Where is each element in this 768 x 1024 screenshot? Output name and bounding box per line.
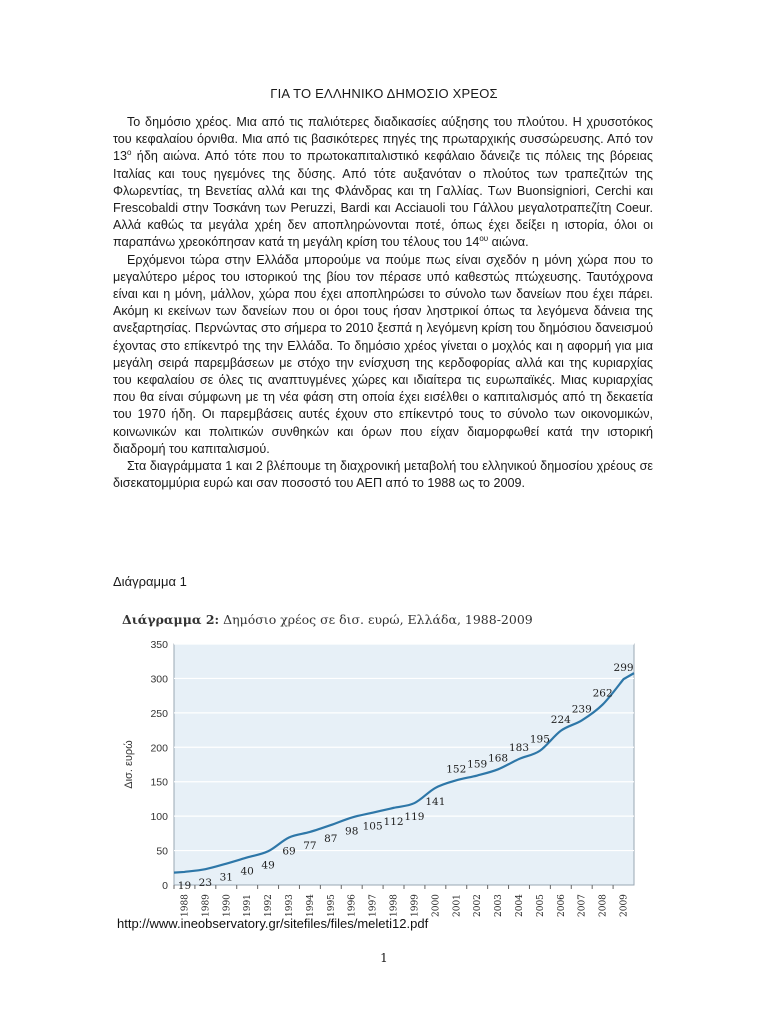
body-text <box>113 114 653 492</box>
y-axis-label: Δισ. ευρώ <box>123 740 135 789</box>
data-label: 112 <box>383 815 404 828</box>
x-tick-label: 1999 <box>410 894 421 917</box>
x-tick-label: 2009 <box>619 894 630 917</box>
chart-title-text: Δημόσιο χρέος σε δισ. ευρώ, Ελλάδα, 1988-2009 <box>219 612 533 627</box>
data-label: 152 <box>446 763 467 776</box>
data-label: 98 <box>345 825 359 838</box>
data-label: 49 <box>261 859 275 872</box>
x-tick-label: 2007 <box>577 894 588 917</box>
data-label: 239 <box>571 703 592 716</box>
data-label: 119 <box>404 811 425 824</box>
x-tick-label: 1990 <box>222 894 233 917</box>
plot-area <box>174 644 634 885</box>
x-tick-label: 1995 <box>326 894 337 917</box>
data-label: 183 <box>508 741 530 754</box>
debt-chart-svg <box>118 636 648 936</box>
y-tick-label: 50 <box>156 845 168 858</box>
data-label: 159 <box>467 758 488 771</box>
x-tick-label: 1994 <box>305 894 316 917</box>
paragraph-1-part-c: αιώνα. <box>488 235 529 250</box>
y-tick-label: 350 <box>150 639 168 651</box>
superscript-ordinal-2: ου <box>479 234 489 244</box>
x-tick-label: 2008 <box>598 894 609 917</box>
y-tick-label: 0 <box>162 880 168 892</box>
data-label: 69 <box>282 845 296 858</box>
paragraph-1-part-b: ήδη αιώνα. Από τότε που το πρωτοκαπιταλιστικό κεφάλαιο δάνειζε τις πόλεις της βόρειας Ιταλίας και τους ηγεμόνες της δύσης. Από τότε αυξανόταν ο πλούτος των τραπεζιτών της Φλωρεντίας, τη Βενετίας αλλά και της Φλάνδρας και τη Γαλλίας. Των Buonsigniori, Cerchi και Frescobaldi στην Τοσκάνη των Peruzzi, Bardi και Acciauoli του Γάλλου μεγαλοτραπεζίτη Coeur. Αλλά καθώς τα μεγάλα χρέη δεν αποπληρώνονται ποτέ, όπως έχει δείξει η ιστορία, όλοι οι παραπάνω χρεοκόπησαν κατά τη μεγάλη κρίση του τέλους του 14 <box>113 149 653 250</box>
paragraph-3: Στα διαγράμματα 1 και 2 βλέπουμε τη διαχρονική μεταβολή του ελληνικού δημοσίου χρέους σε δισεκατομμύρια ευρώ και σαν ποσοστό του ΑΕΠ από το 1988 ως το 2009. <box>113 459 653 491</box>
data-label: 87 <box>324 833 338 846</box>
debt-chart <box>118 636 648 936</box>
data-label: 168 <box>488 752 509 765</box>
data-label: 262 <box>592 687 613 700</box>
paragraph-2: Ερχόμενοι τώρα στην Ελλάδα μπορούμε να πούμε πως είναι σχεδόν η μόνη χώρα που το μεγαλύτερο μέρος του ιστορικού της βίου τον πέρασε υπό καθεστώς πτώχευσης. Ταυτόχρονα είναι και η μόνη, μάλλον, χώρα που έχει αποπληρώσει το σύνολο των δανείων που έχει πάρει. Ακόμη κι εκείνων των δανείων που οι όροι τους ήσαν ληστρικοί όπως τα λεγόμενα δάνεια της ανεξαρτησίας. Περνώντας στο σήμερα το 2010 ξεσπά η λεγόμενη κρίση του δημόσιου δανεισμού έχοντας στο επίκεντρό της την Ελλάδα. Το δημόσιο χρέος γίνεται ο μοχλός και η αφορμή για μια μεγάλη σειρά παρεμβάσεων με στόχο την ενίσχυση της κερδοφορίας αλλά και της κυριαρχίας του κεφαλαίου σε όλες τις αναπτυγμένες χώρες και ιδιαίτερα τις ευρωπαϊκές. Μιας κυριαρχίας που θα είναι σύμφωνη με τη νέα φάση στη οποία έχει εισέλθει ο καπιταλισμός από τη δεκαετία του 1970 ήδη. Οι παρεμβάσεις αυτές έχουν στο επίκεντρό τους το σύνολο των οικονομικών, κοινωνικών και πολιτικών συνθηκών και όρων που είχαν διαμορφωθεί κατά την ιστορική διαδρομή του καπιταλισμού. <box>113 252 653 456</box>
page-title: ΓΙΑ ΤΟ ΕΛΛΗΝΙΚΟ ΔΗΜΟΣΙΟ ΧΡΕΟΣ <box>270 86 498 101</box>
x-tick-label: 1988 <box>180 894 191 917</box>
page-number: 1 <box>380 951 388 965</box>
x-tick-label: 2006 <box>556 894 567 917</box>
chart-title <box>122 612 533 627</box>
x-tick-label: 1997 <box>368 894 379 917</box>
data-label: 195 <box>529 733 550 746</box>
superscript-ordinal: ο <box>127 148 132 158</box>
data-label: 40 <box>240 865 254 878</box>
y-tick-label: 300 <box>150 673 168 686</box>
x-tick-label: 2004 <box>515 894 525 917</box>
data-label: 31 <box>219 871 233 884</box>
x-tick-label: 2001 <box>452 894 463 917</box>
x-tick-label: 1992 <box>264 894 275 917</box>
y-tick-label: 150 <box>150 776 168 789</box>
x-tick-label: 1991 <box>243 894 254 917</box>
chart-title-label: Διάγραμμα 2: <box>122 612 220 627</box>
paragraph-1-part-a: Το δημόσιο χρέος. Μια από τις παλιότερες διαδικασίες αύξησης του πλούτου. Η χρυσοτόκος του κεφαλαίου όρνιθα. Μια από τις βασικότερες πηγές της πρωταρχικής συσσώρευσης. Από τον 13 <box>113 115 653 164</box>
x-tick-label: 1996 <box>347 894 358 917</box>
x-tick-label: 1993 <box>285 894 295 917</box>
data-label: 141 <box>425 795 446 808</box>
data-label: 299 <box>613 662 634 675</box>
source-link[interactable]: http://www.ineobservatory.gr/sitefiles/files/meleti12.pdf <box>117 916 429 931</box>
y-tick-label: 100 <box>150 811 168 824</box>
x-tick-label: 2003 <box>494 894 505 917</box>
y-tick-label: 200 <box>150 742 168 755</box>
data-label: 77 <box>303 839 317 852</box>
data-label: 224 <box>550 713 571 726</box>
x-tick-label: 2000 <box>431 894 442 917</box>
data-label: 19 <box>177 879 192 892</box>
x-tick-label: 1998 <box>389 894 400 917</box>
figure-caption: Διάγραμμα 1 <box>113 574 187 589</box>
y-tick-label: 250 <box>150 707 168 720</box>
data-label: 23 <box>198 877 213 890</box>
x-tick-label: 2005 <box>535 894 546 917</box>
paragraph-1 <box>113 114 653 252</box>
x-tick-label: 2002 <box>473 894 484 917</box>
data-label: 105 <box>362 820 383 833</box>
x-tick-label: 1989 <box>201 894 212 917</box>
